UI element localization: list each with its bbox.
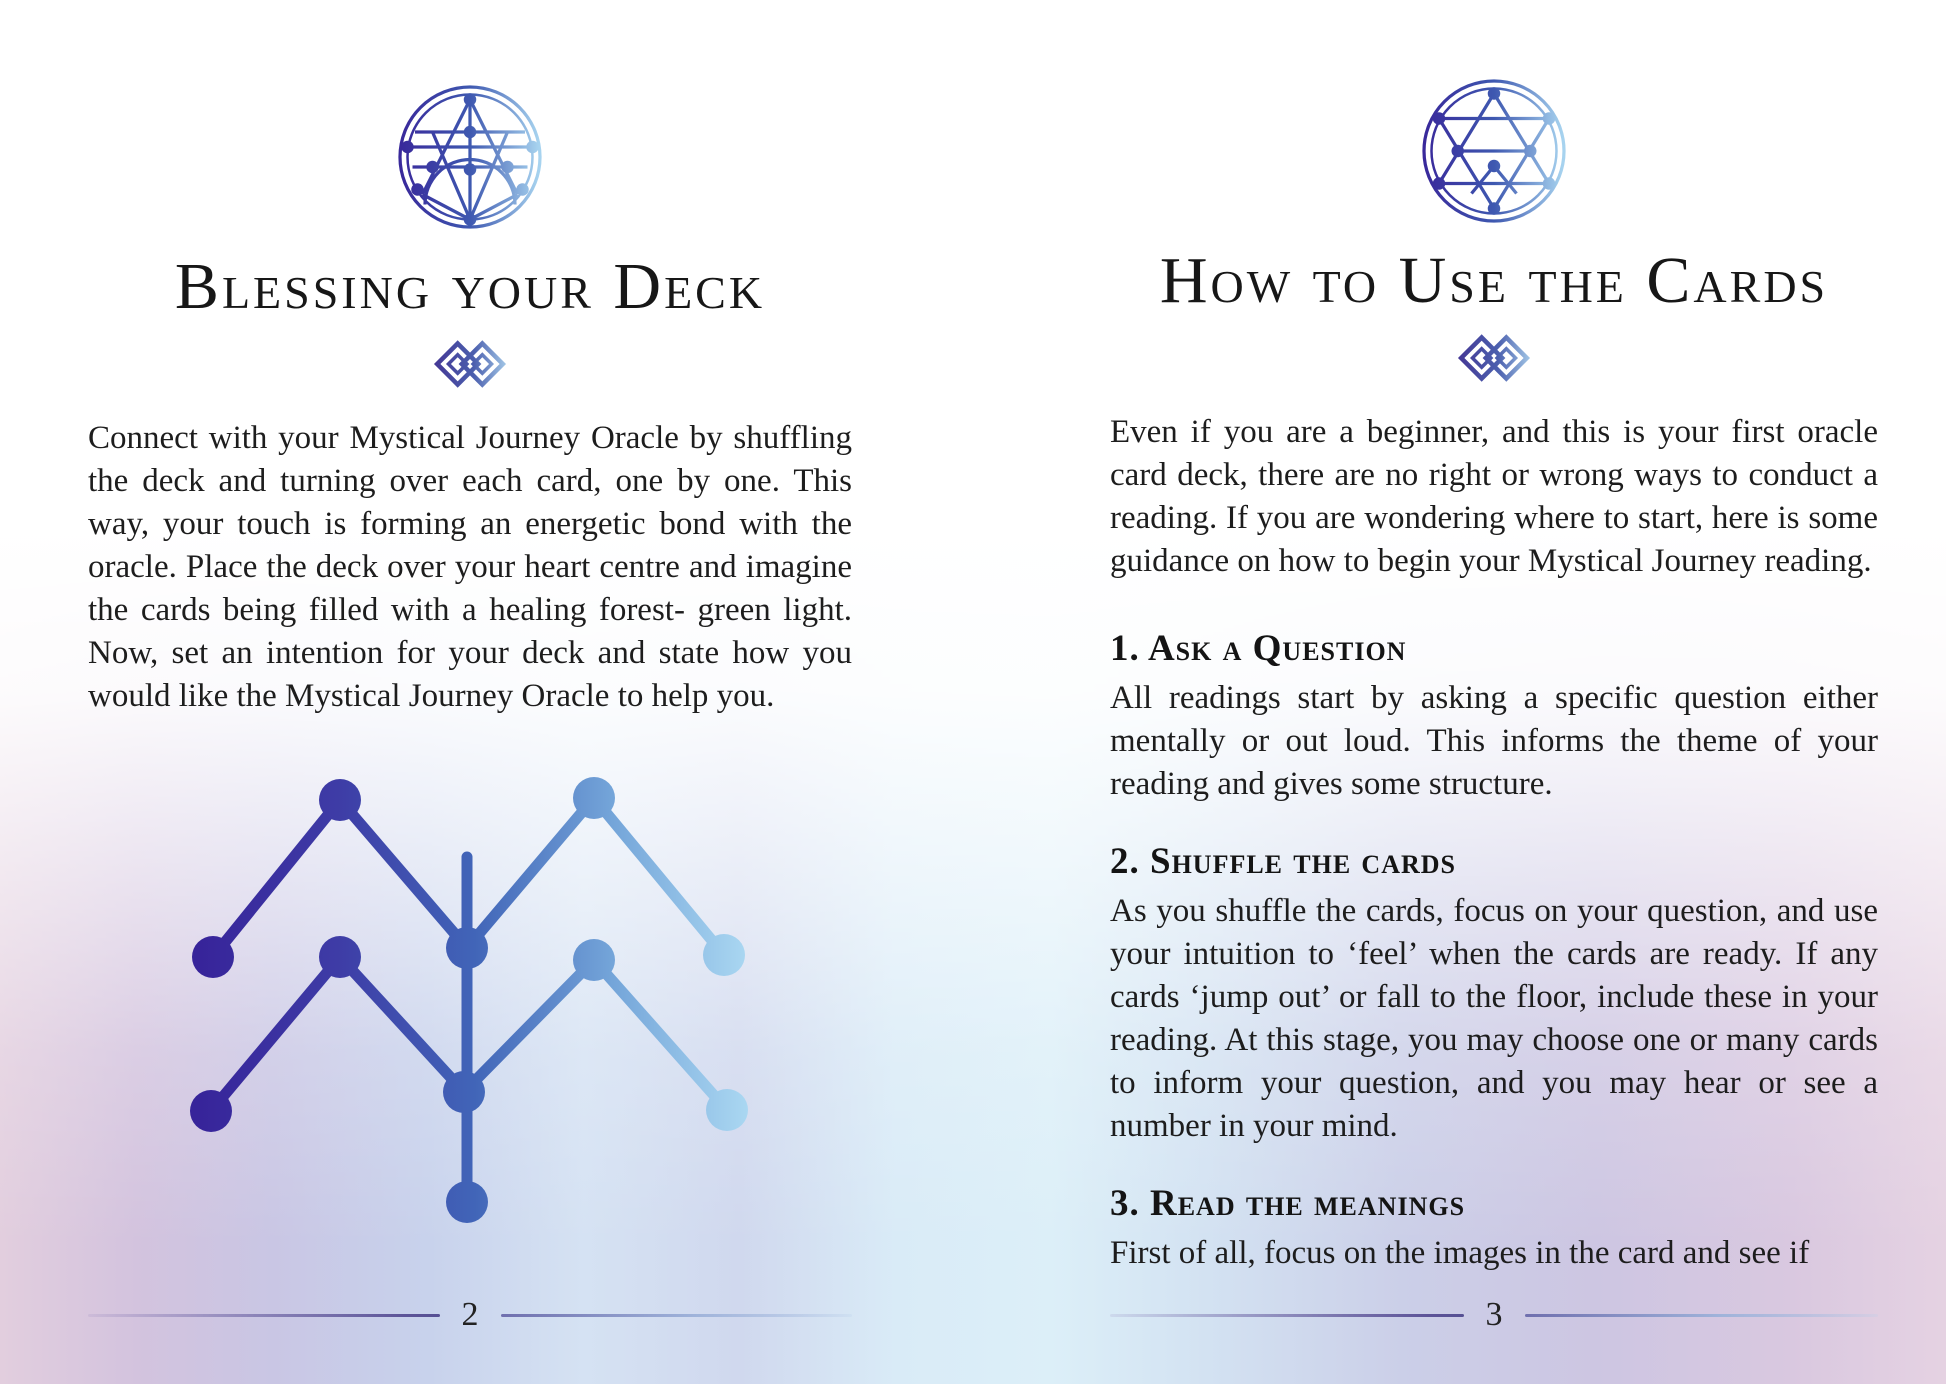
section-heading-2: 2. Shuffle the cards — [1110, 841, 1456, 883]
page-footer — [88, 1298, 852, 1332]
footer-rule-left — [1110, 1314, 1464, 1317]
body-paragraph — [88, 417, 852, 748]
section-heading-1: 1. Ask a Question — [1110, 628, 1407, 670]
interlocked-diamonds-icon — [1455, 329, 1533, 387]
zigzag-network-diagram — [160, 760, 780, 1260]
footer-rule-right — [1525, 1314, 1879, 1317]
page-number: 3 — [1485, 1296, 1503, 1333]
hexagram-sigil-icon — [1418, 76, 1570, 226]
paragraph: Connect with your Mystical Journey Oracle by shuffling the deck and turning over each card, one by one. This way, your touch is forming an energetic bond with the oracle. Place the deck over your heart centre and imagine the cards being filled with a healing forest- green light. Now, set an intention for your deck and state how you would like the Mystical Journey Oracle to help you. — [88, 420, 852, 715]
intro-paragraph: Even if you are a beginner, and this is your first oracle card deck, there are no right or wrong ways to conduct a reading. If you are wondering where to start, here is some guidance on how to begin your Mystical Journey reading. — [1110, 414, 1878, 580]
footer-rule-right — [501, 1314, 853, 1317]
page-number: 2 — [461, 1296, 479, 1333]
section-body-1: All readings start by asking a specific question either mentally or out loud. This informs the theme of your reading and gives some structure. — [1110, 680, 1878, 803]
circular-sigil-icon — [394, 82, 546, 232]
section-body-2: As you shuffle the cards, focus on your question, and use your intuition to ‘feel’ when the cards are ready. If any cards ‘jump out’ or fall to the floor, include these in your reading. At this stage, you may choose one or many cards to inform your question, and you may hear or see a number in your mind. — [1110, 893, 1878, 1145]
body-copy — [1110, 411, 1878, 613]
interlocked-diamonds-icon — [431, 335, 509, 393]
page-blessing-your-deck — [88, 0, 852, 1384]
section-body-3: First of all, focus on the images in the card and see if — [1110, 1235, 1810, 1272]
footer-rule-left — [88, 1314, 440, 1317]
section-heading-3: 3. Read the meanings — [1110, 1183, 1466, 1225]
page-title: How to Use the Cards — [1159, 244, 1829, 317]
page-title: Blessing your Deck — [174, 250, 766, 323]
page-footer — [1110, 1298, 1878, 1332]
page-how-to-use-the-cards — [1110, 0, 1878, 1384]
